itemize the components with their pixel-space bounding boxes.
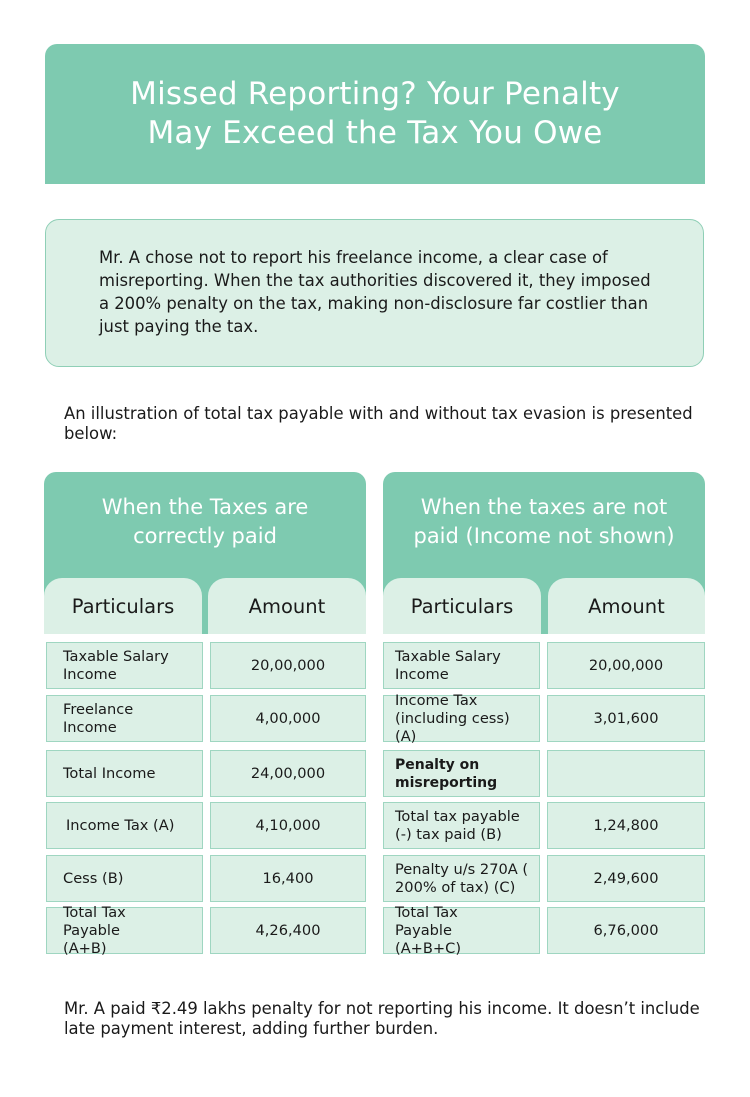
intro-callout xyxy=(45,219,704,367)
row-label: Income Tax (A) xyxy=(46,802,203,849)
row-label: Penalty u/s 270A ( 200% of tax) (C) xyxy=(383,855,540,902)
row-label: Total Tax Payable (A+B+C) xyxy=(383,907,540,954)
row-value: 20,00,000 xyxy=(547,642,705,689)
table-row xyxy=(44,695,366,742)
row-value: 16,400 xyxy=(210,855,366,902)
row-value: 4,10,000 xyxy=(210,802,366,849)
table-row xyxy=(44,750,366,797)
row-label: Taxable Salary Income xyxy=(46,642,203,689)
table-header xyxy=(44,472,366,634)
title-banner xyxy=(45,44,705,184)
column-header-particulars: Particulars xyxy=(44,578,202,634)
table-header xyxy=(383,472,705,634)
row-value: 4,26,400 xyxy=(210,907,366,954)
row-value: 3,01,600 xyxy=(547,695,705,742)
row-value: 24,00,000 xyxy=(210,750,366,797)
table-row xyxy=(44,903,366,957)
column-header-particulars: Particulars xyxy=(383,578,541,634)
row-value: 1,24,800 xyxy=(547,802,705,849)
row-value xyxy=(547,750,705,797)
page-title: Missed Reporting? Your Penalty May Exceed the Tax You Owe xyxy=(130,76,620,151)
row-label: Cess (B) xyxy=(46,855,203,902)
table-row xyxy=(44,855,366,902)
row-label: Total tax payable (-) tax paid (B) xyxy=(383,802,540,849)
row-value: 20,00,000 xyxy=(210,642,366,689)
table-title: When the Taxes are correctly paid xyxy=(101,495,309,548)
table-row xyxy=(383,750,705,797)
row-value: 2,49,600 xyxy=(547,855,705,902)
row-label: Taxable Salary Income xyxy=(383,642,540,689)
row-label: Total Income xyxy=(46,750,203,797)
row-label: Freelance Income xyxy=(46,695,203,742)
row-label: Income Tax (including cess) (A) xyxy=(383,695,540,742)
table-row xyxy=(44,642,366,689)
table-taxes-not-paid xyxy=(383,472,705,957)
table-row xyxy=(383,642,705,689)
table-row xyxy=(44,802,366,849)
row-value: 6,76,000 xyxy=(547,907,705,954)
table-row xyxy=(383,802,705,849)
table-row xyxy=(383,691,705,745)
illustration-lead: An illustration of total tax payable with and without tax evasion is presented below: xyxy=(64,404,693,443)
row-label: Penalty on misreporting xyxy=(383,750,540,797)
column-header-amount: Amount xyxy=(548,578,705,634)
intro-text: Mr. A chose not to report his freelance income, a clear case of misreporting. When the tax authorities discovered it, they imposed a 200% penalty on the tax, making non-disclosure far costlier than just paying the tax. xyxy=(99,248,651,336)
table-row xyxy=(383,855,705,902)
table-taxes-paid xyxy=(44,472,366,957)
table-row xyxy=(383,903,705,957)
row-label: Total Tax Payable (A+B) xyxy=(46,907,203,954)
row-value: 4,00,000 xyxy=(210,695,366,742)
column-header-amount: Amount xyxy=(208,578,366,634)
table-title: When the taxes are not paid (Income not shown) xyxy=(413,495,675,548)
closing-note: Mr. A paid ₹2.49 lakhs penalty for not reporting his income. It doesn’t include late payment interest, adding further burden. xyxy=(64,999,700,1038)
